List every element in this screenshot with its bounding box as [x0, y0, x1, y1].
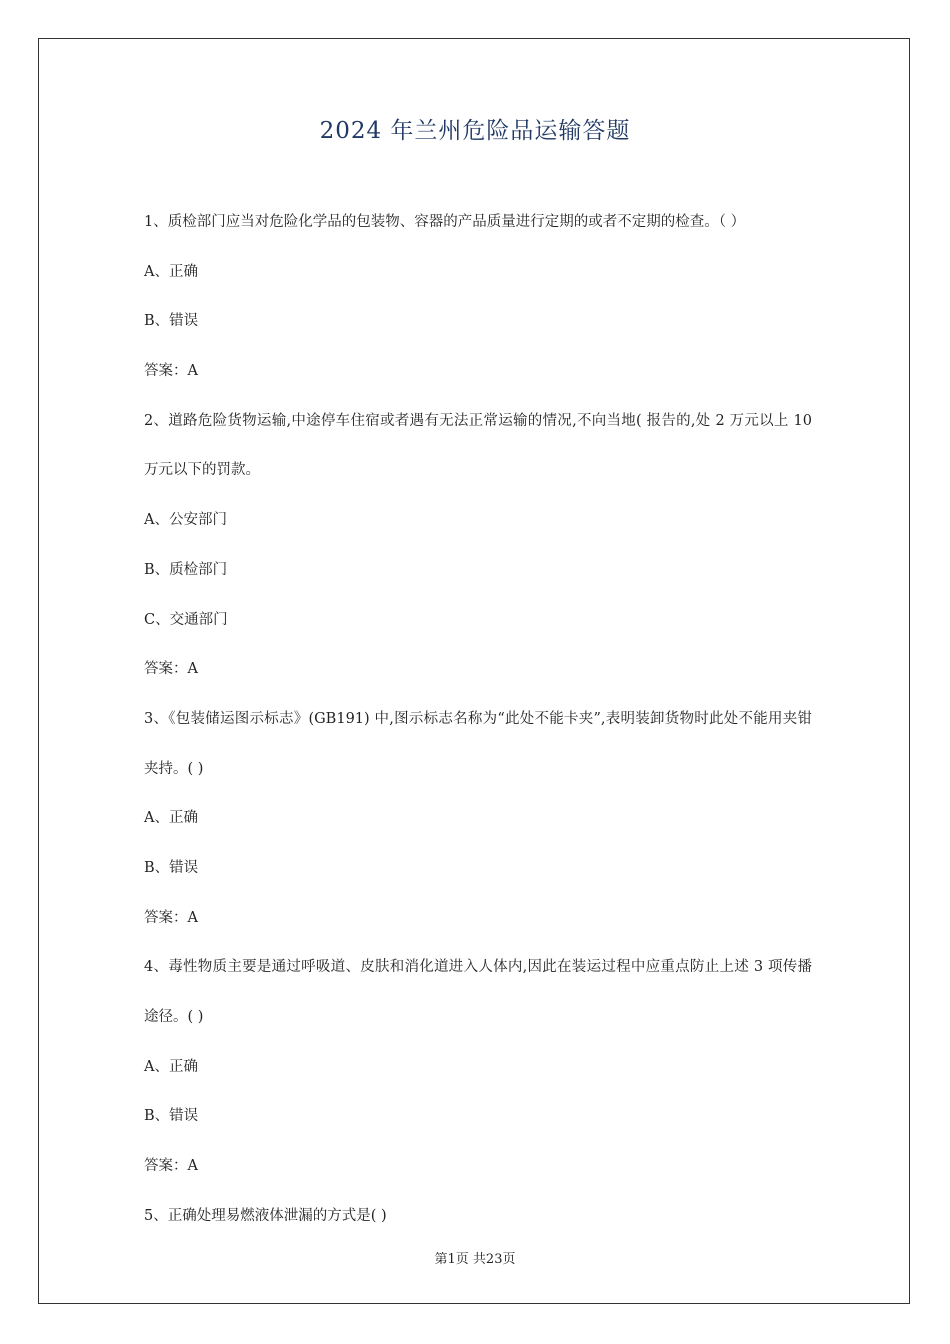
- question-1: [144, 198, 812, 397]
- document-title: 2024 年兰州危险品运输答题: [319, 118, 631, 144]
- option-a: A、正确: [144, 810, 198, 827]
- option-a: A、正确: [144, 1058, 198, 1075]
- option-b: B、错误: [144, 1108, 199, 1125]
- question-text: 1、质检部门应当对危险化学品的包装物、容器的产品质量进行定期的或者不定期的检查。（ ）: [144, 214, 746, 230]
- question-list: [144, 198, 812, 1242]
- option-a: A、公安部门: [144, 512, 227, 529]
- question-text: 5、正确处理易燃液体泄漏的方式是( ): [144, 1207, 387, 1224]
- answer: 答案：A: [144, 661, 198, 678]
- page-number-footer: 第1页 共23页: [434, 1252, 516, 1267]
- question-5: [144, 1192, 812, 1242]
- option-a: A、正确: [144, 263, 198, 280]
- answer: 答案：A: [144, 1158, 198, 1175]
- question-3: [144, 695, 812, 943]
- question-4: [144, 943, 812, 1191]
- question-text: 4、毒性物质主要是通过呼吸道、皮肤和消化道进入人体内,因此在装运过程中应重点防止上述 3 项传播途径。( ): [144, 959, 812, 1026]
- question-text: 3、《包装储运图示标志》(GB191) 中,图示标志名称为“此处不能卡夹”,表明装卸货物时此处不能用夹钳夹持。( ): [144, 710, 812, 777]
- answer: 答案：A: [144, 363, 198, 380]
- question-text: 2、道路危险货物运输,中途停车住宿或者遇有无法正常运输的情况,不向当地( 报告的,处 2 万元以上 10 万元以下的罚款。: [144, 412, 812, 479]
- answer: 答案：A: [144, 909, 198, 926]
- option-b: B、错误: [144, 313, 199, 330]
- option-b: B、质检部门: [144, 561, 228, 578]
- option-c: C、交通部门: [144, 611, 228, 628]
- question-2: [144, 397, 812, 695]
- option-b: B、错误: [144, 860, 199, 877]
